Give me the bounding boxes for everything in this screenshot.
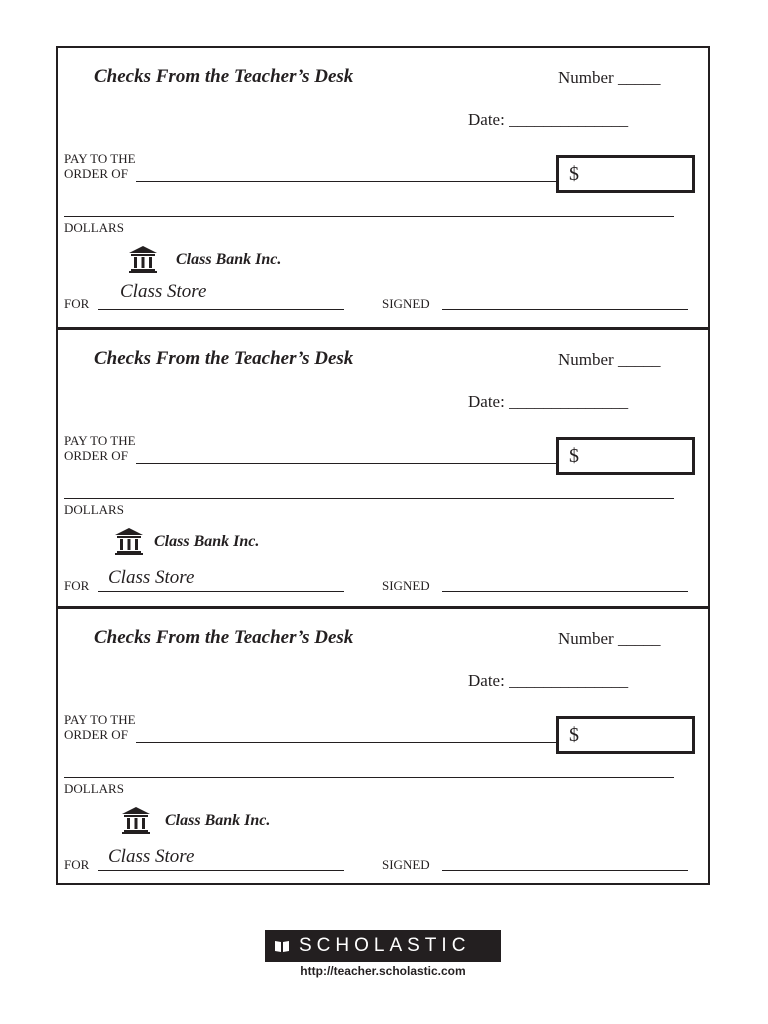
dollars-label: DOLLARS [64, 781, 124, 796]
for-label: FOR [64, 296, 90, 311]
amount-words-line [64, 498, 674, 499]
payee-line [136, 463, 556, 464]
dollars-label: DOLLARS [64, 220, 124, 235]
check-2 [58, 327, 708, 609]
check-number-field: Number _____ [558, 350, 661, 369]
bank-building-icon [128, 244, 158, 274]
check-sheet [56, 46, 710, 885]
memo-line [98, 870, 344, 871]
signed-label: SIGNED [382, 578, 430, 593]
order-of-label: ORDER OF [64, 448, 128, 463]
for-label: FOR [64, 578, 90, 593]
payee-line [136, 742, 556, 743]
signed-label: SIGNED [382, 857, 430, 872]
memo-value: Class Store [108, 846, 195, 867]
signed-label: SIGNED [382, 296, 430, 311]
check-number-field: Number _____ [558, 68, 661, 87]
payee-line [136, 181, 556, 182]
pay-to-label: PAY TO THE [64, 151, 136, 166]
amount-box [556, 716, 695, 754]
signature-line [442, 591, 688, 592]
memo-line [98, 309, 344, 310]
memo-line [98, 591, 344, 592]
signature-line [442, 870, 688, 871]
dollar-sign: $ [569, 445, 579, 467]
bank-building-icon [114, 526, 144, 556]
check-3 [58, 606, 708, 888]
check-number-field: Number _____ [558, 629, 661, 648]
date-field: Date: ______________ [468, 671, 629, 690]
dollar-sign: $ [569, 724, 579, 746]
bank-name: Class Bank Inc. [154, 533, 260, 550]
pay-to-label: PAY TO THE [64, 712, 136, 727]
pay-to-label: PAY TO THE [64, 433, 136, 448]
order-of-label: ORDER OF [64, 166, 128, 181]
amount-words-line [64, 216, 674, 217]
bank-name: Class Bank Inc. [176, 251, 282, 268]
check-title: Checks From the Teacher’s Desk [94, 627, 354, 648]
order-of-label: ORDER OF [64, 727, 128, 742]
date-field: Date: ______________ [468, 110, 629, 129]
date-field: Date: ______________ [468, 392, 629, 411]
check-title: Checks From the Teacher’s Desk [94, 66, 354, 87]
amount-box [556, 155, 695, 193]
open-book-icon [275, 939, 289, 953]
amount-words-line [64, 777, 674, 778]
for-label: FOR [64, 857, 90, 872]
scholastic-logo [265, 930, 501, 962]
dollars-label: DOLLARS [64, 502, 124, 517]
dollar-sign: $ [569, 163, 579, 185]
bank-building-icon [121, 805, 151, 835]
check-title: Checks From the Teacher’s Desk [94, 348, 354, 369]
bank-name: Class Bank Inc. [165, 812, 271, 829]
amount-box [556, 437, 695, 475]
logo-wordmark: SCHOLASTIC [299, 935, 471, 956]
footer-url[interactable]: http://teacher.scholastic.com [300, 964, 466, 978]
memo-value: Class Store [108, 567, 195, 588]
check-1 [58, 48, 708, 327]
signature-line [442, 309, 688, 310]
memo-value: Class Store [120, 281, 207, 302]
